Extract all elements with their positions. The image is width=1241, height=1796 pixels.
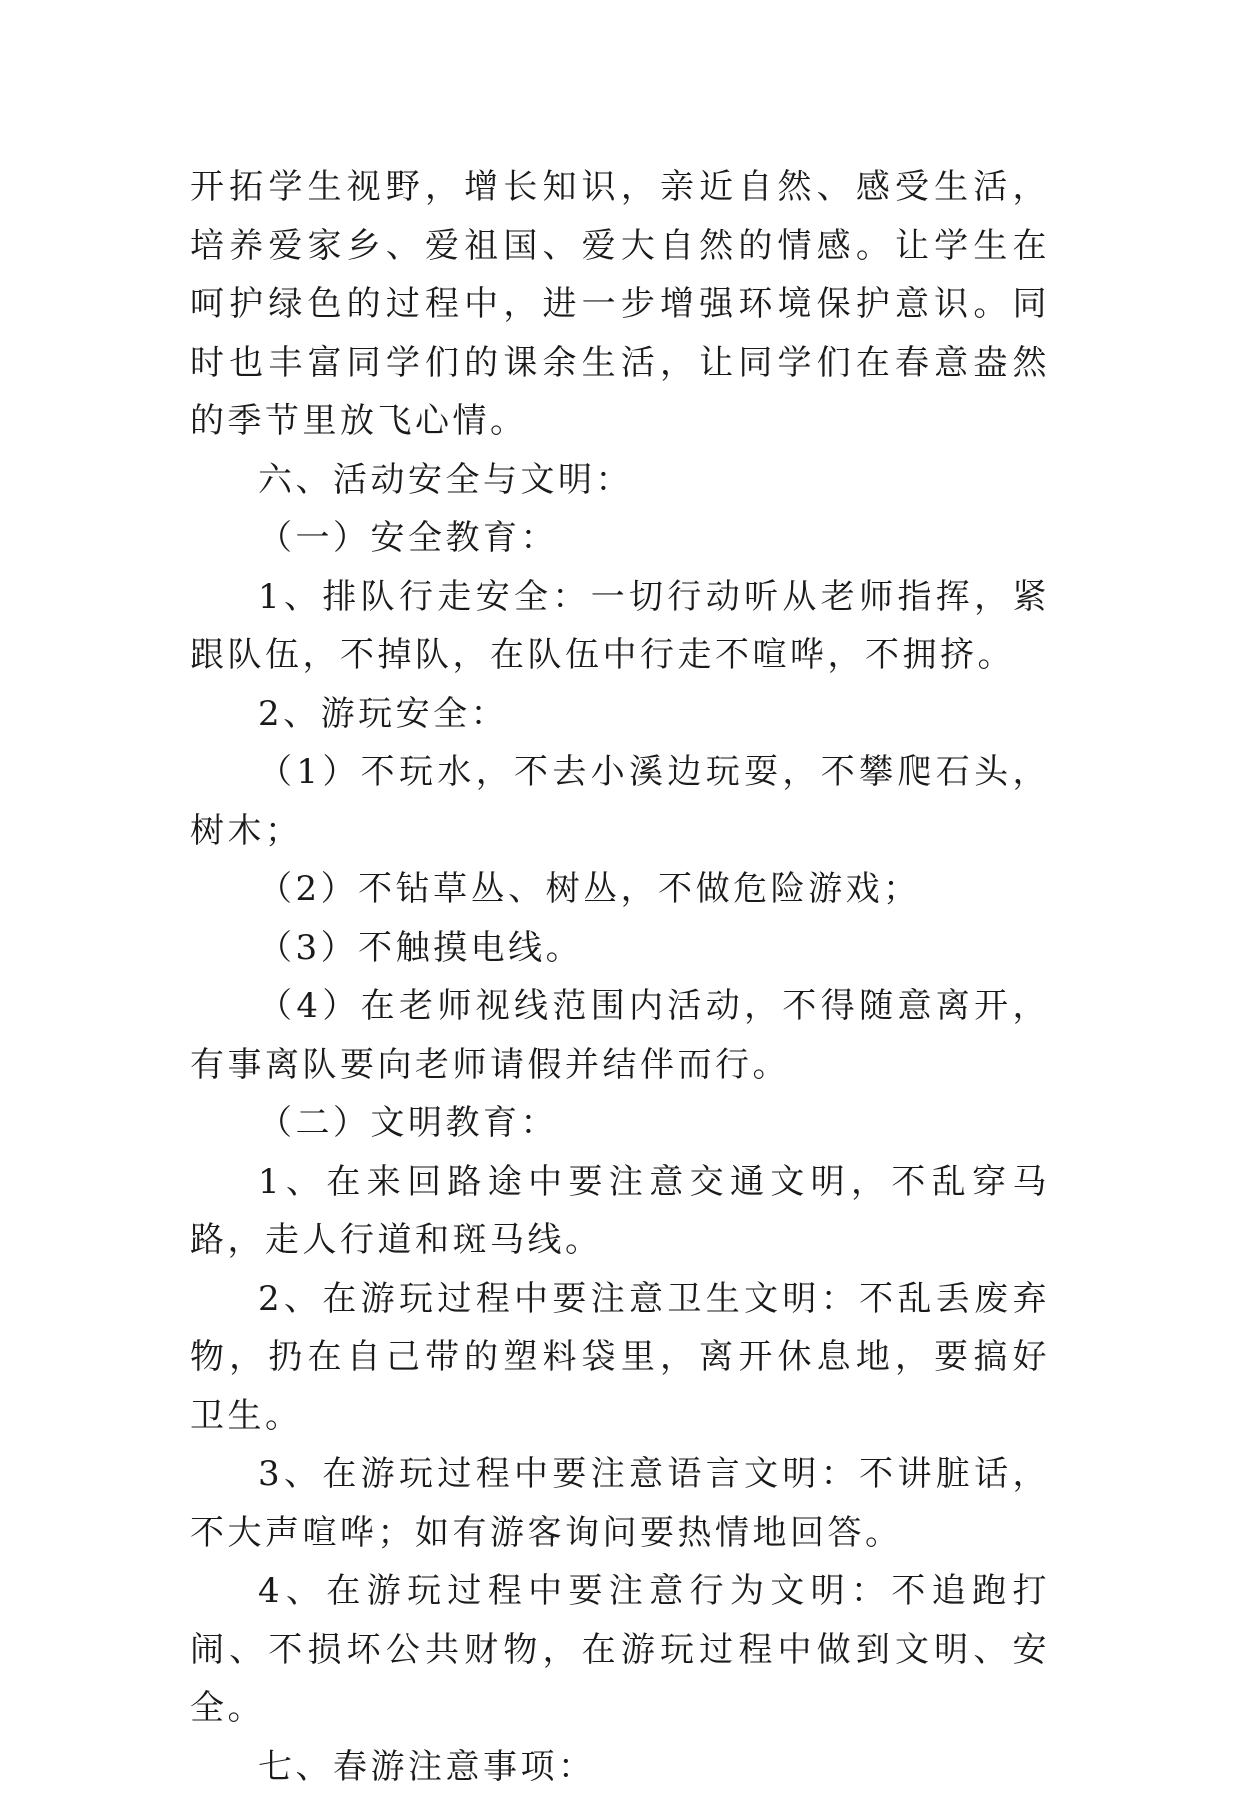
paragraph-purpose-continued: 开拓学生视野，增长知识，亲近自然、感受生活，培养爱家乡、爱祖国、爱大自然的情感。让学生在呵护绿色的过程中，进一步增强环境保护意识。同时也丰富同学们的课余生活，让同学们在春意盎然的季节里放飞心情。: [190, 158, 1050, 451]
civility-item-hygiene: 2、在游玩过程中要注意卫生文明：不乱丢废弃物，扔在自己带的塑料袋里，离开休息地，要搞好卫生。: [190, 1270, 1050, 1446]
section-heading-spring-outing-notes: 七、春游注意事项：: [190, 1738, 1050, 1796]
safety-item-play: 2、游玩安全：: [190, 685, 1050, 744]
civility-item-behavior: 4、在游玩过程中要注意行为文明：不追跑打闹、不损坏公共财物，在游玩过程中做到文明、安全。: [190, 1562, 1050, 1738]
safety-item-queue-walking: 1、排队行走安全：一切行动听从老师指挥，紧跟队伍，不掉队，在队伍中行走不喧哗，不拥挤。: [190, 568, 1050, 685]
safety-subitem-stay-in-sight: （4）在老师视线范围内活动，不得随意离开，有事离队要向老师请假并结伴而行。: [190, 977, 1050, 1094]
safety-subitem-water: （1）不玩水，不去小溪边玩耍，不攀爬石头，树木；: [190, 743, 1050, 860]
civility-item-traffic: 1、在来回路途中要注意交通文明，不乱穿马路，走人行道和斑马线。: [190, 1153, 1050, 1270]
document-body: [190, 158, 1050, 1796]
safety-subitem-wires: （3）不触摸电线。: [190, 919, 1050, 978]
section-heading-safety-civility: 六、活动安全与文明：: [190, 451, 1050, 510]
safety-subitem-grass: （2）不钻草丛、树丛，不做危险游戏；: [190, 860, 1050, 919]
subsection-heading-safety-education: （一）安全教育：: [190, 509, 1050, 568]
civility-item-language: 3、在游玩过程中要注意语言文明：不讲脏话，不大声喧哗；如有游客询问要热情地回答。: [190, 1445, 1050, 1562]
subsection-heading-civility-education: （二）文明教育：: [190, 1094, 1050, 1153]
